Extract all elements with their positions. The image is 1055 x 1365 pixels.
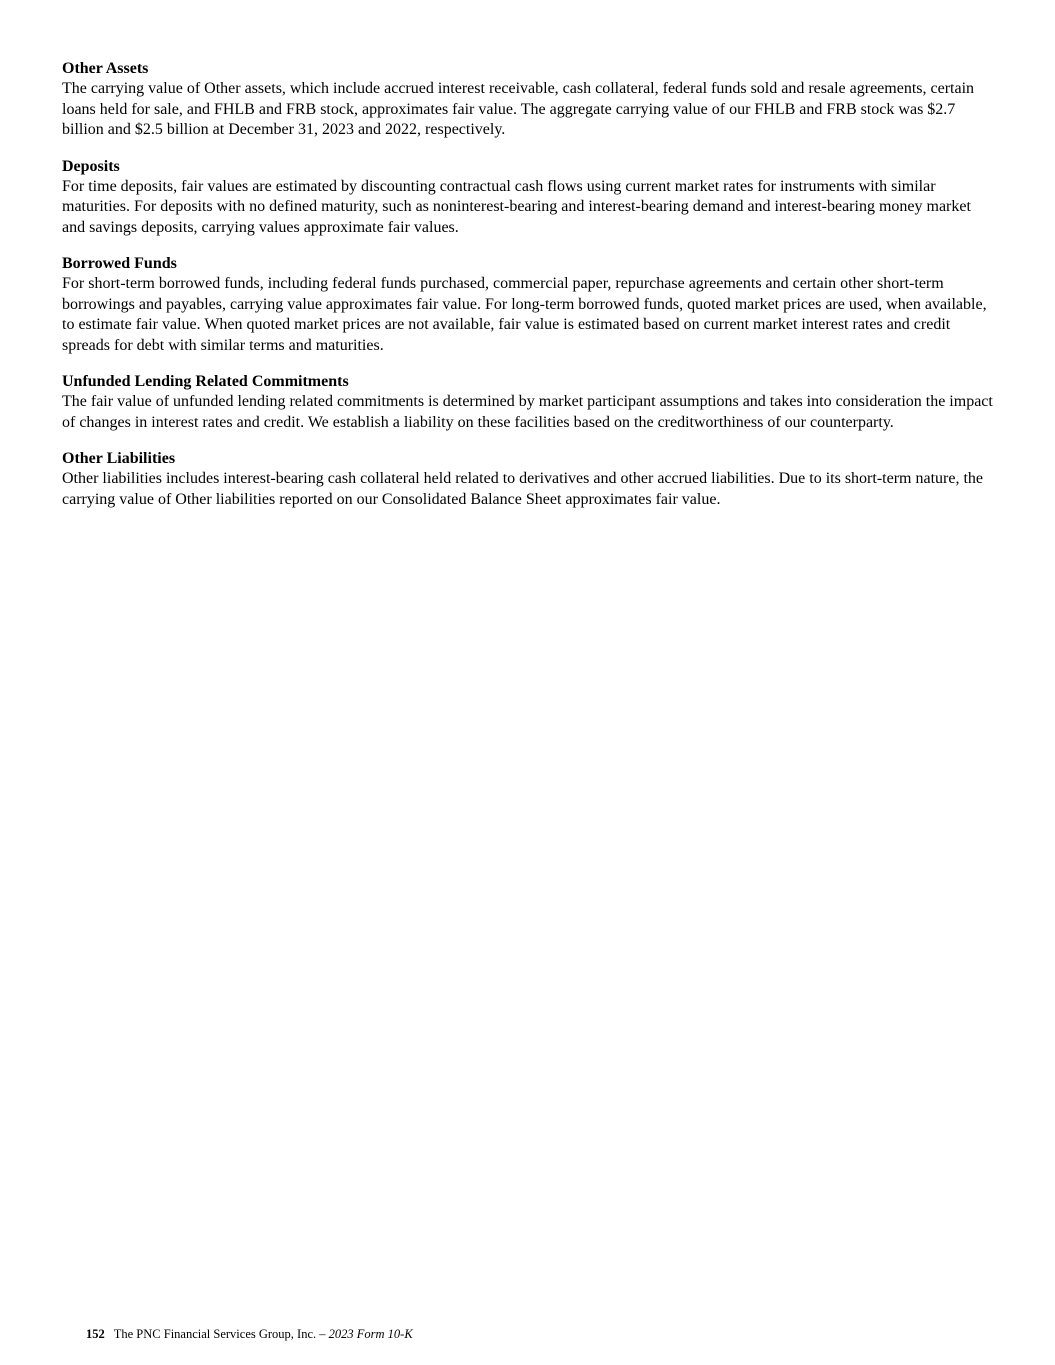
page-footer	[86, 1326, 413, 1342]
section-heading: Borrowed Funds	[62, 255, 177, 272]
section-paragraph: For time deposits, fair values are estimated by discounting contractual cash flows using current market rates for instruments with similar maturities. For deposits with no defined maturity, such as noninterest-bearing and interest-bearing demand and interest-bearing money market and savings deposits, carrying values approximate fair values.	[62, 177, 971, 236]
section-heading: Deposits	[62, 157, 120, 175]
section-heading: Unfunded Lending Related Commitments	[62, 373, 349, 390]
document-body	[62, 58, 997, 525]
footer-company: The PNC Financial Services Group, Inc. –	[113, 1327, 329, 1341]
section-paragraph: The fair value of unfunded lending related commitments is determined by market participant assumptions and takes into consideration the impact of changes in interest rates and credit. We establish a liability on these facilities based on the creditworthiness of our counterparty.	[62, 393, 993, 431]
section-other-liabilities	[62, 448, 997, 510]
page-number: 152	[86, 1327, 105, 1341]
section-unfunded-lending-commitments	[62, 371, 997, 433]
footer-form: 2023 Form 10-K	[328, 1327, 413, 1341]
section-heading: Other Assets	[62, 60, 149, 77]
section-borrowed-funds	[62, 253, 997, 356]
section-paragraph: The carrying value of Other assets, which include accrued interest receivable, cash collateral, federal funds sold and resale agreements, certain loans held for sale, and FHLB and FRB stock, approximates fair value. The aggregate carrying value of our FHLB and FRB stock was $2.7 billion and $2.5 billion at December 31, 2023 and 2022, respectively.	[62, 80, 975, 138]
section-paragraph: Other liabilities includes interest-bearing cash collateral held related to derivatives and other accrued liabilities. Due to its short-term nature, the carrying value of Other liabilities reported on our Consolidated Balance Sheet approximates fair value.	[62, 470, 983, 508]
section-other-assets	[62, 58, 997, 141]
section-paragraph: For short-term borrowed funds, including federal funds purchased, commercial paper, repurchase agreements and certain other short-term borrowings and payables, carrying value approximates fair value. For long-term borrowed funds, quoted market prices are used, when available, to estimate fair value. When quoted market prices are not available, fair value is estimated based on current market interest rates and credit spreads for debt with similar terms and maturities.	[62, 275, 987, 354]
section-heading: Other Liabilities	[62, 450, 176, 467]
section-deposits	[62, 156, 997, 239]
